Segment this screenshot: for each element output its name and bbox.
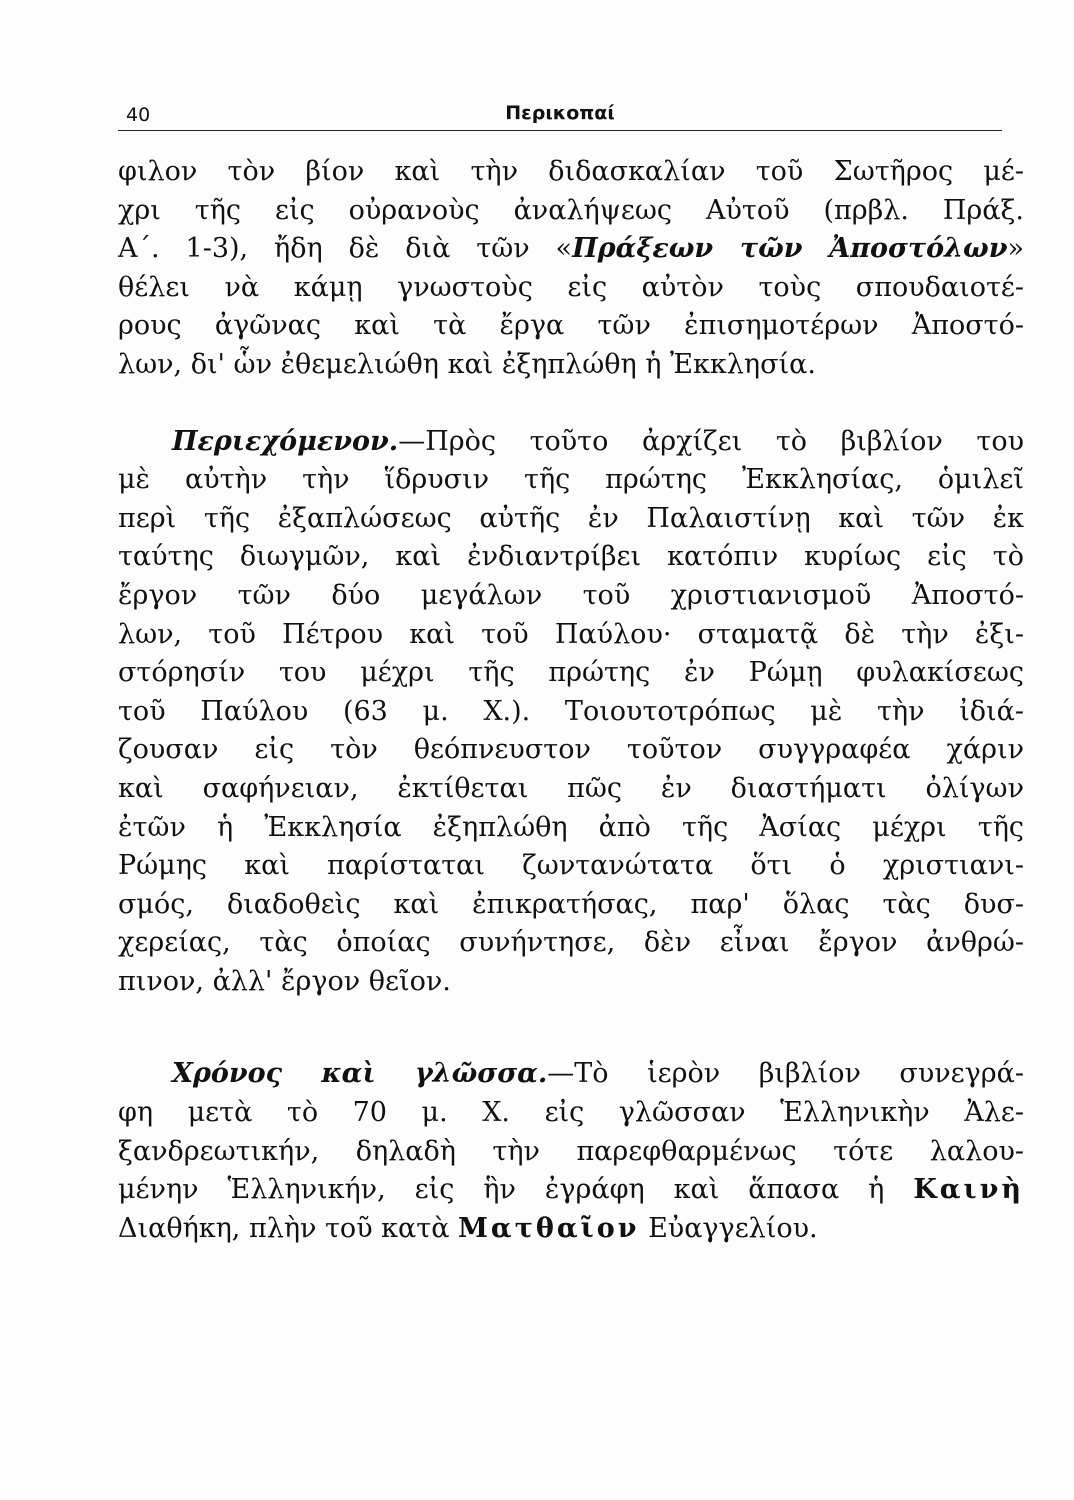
text-line: ρους ἀγῶνας καὶ τὰ ἔργα τῶν ἐπισημοτέρων Ἀποστό- (118, 310, 1024, 342)
text-line: ταύτης διωγμῶν, καὶ ἐνδιαντρίβει κατόπιν κυρίως εἰς τὸ (118, 541, 1024, 573)
text-line (118, 1171, 1024, 1210)
text-line: σμός, διαδοθεὶς καὶ ἐπικρατήσας, παρ' ὅλας τὰς δυσ- (118, 888, 1024, 920)
running-head (118, 100, 1002, 131)
text-line: Ρώμης καὶ παρίσταται ζωντανώτατα ὅτι ὁ χριστιανι- (118, 850, 1024, 882)
running-title: Περικοπαί (505, 102, 615, 124)
text-span: Α΄. 1-3), ἤδη δὲ διὰ τῶν « (118, 233, 573, 265)
text-line: στόρησίν του μέχρι τῆς πρώτης ἐν Ρώμῃ φυλακίσεως (118, 657, 1024, 689)
text-line: λων, δι' ὧν ἐθεμελιώθη καὶ ἐξηπλώθη ἡ Ἐκκλησία. (118, 348, 816, 380)
section-heading-contents: Περιεχόμενον. (172, 425, 399, 457)
text-line: καὶ σαφήνειαν, ἐκτίθεται πῶς ἐν διαστήματι ὀλίγων (118, 772, 1024, 804)
text-span: —Τὸ ἱερὸν βιβλίον συνεγρά- (547, 1058, 1024, 1090)
text-line (118, 423, 1024, 462)
text-line: περὶ τῆς ἐξαπλώσεως αὐτῆς ἐν Παλαιστίνῃ καὶ τῶν ἐκ (118, 502, 1024, 534)
text-line: τοῦ Παύλου (63 μ. Χ.). Τοιουτοτρόπως μὲ τὴν ἰδιά- (118, 695, 1024, 727)
spaced-emphasis: Καινὴ (913, 1174, 1024, 1206)
text-line: μὲ αὐτὴν τὴν ἵδρυσιν τῆς πρώτης Ἐκκλησίας, ὁμιλεῖ (118, 464, 1024, 496)
text-line: θέλει νὰ κάμῃ γνωστοὺς εἰς αὐτὸν τοὺς σπουδαιοτέ- (118, 271, 1024, 303)
text-line: χρι τῆς εἰς οὐρανοὺς ἀναλήψεως Αὐτοῦ (πρβλ. Πράξ. (118, 194, 1024, 226)
text-line: φιλον τὸν βίον καὶ τὴν διδασκαλίαν τοῦ Σωτῆρος μέ- (118, 156, 1024, 187)
text-line (118, 1210, 1024, 1249)
text-line: ζουσαν εἰς τὸν θεόπνευστον τοῦτον συγγραφέα χάριν (118, 734, 1024, 766)
text-span: Διαθήκη, πλὴν τοῦ κατὰ (118, 1212, 459, 1244)
text-span: Εὐαγγελίου. (639, 1212, 818, 1244)
text-span: —Πρὸς τοῦτο ἀρχίζει τὸ βιβλίον του (398, 425, 1024, 457)
text-line: λων, τοῦ Πέτρου καὶ τοῦ Παύλου· σταματᾷ δὲ τὴν ἐξι- (118, 618, 1024, 650)
text-span: μένην Ἑλληνικήν, εἰς ἣν ἐγράφη καὶ ἅπασα ἡ (118, 1174, 914, 1206)
section-heading-date-language: Χρόνος καὶ γλῶσσα. (172, 1058, 548, 1090)
book-title-emphasis: Πράξεων τῶν Ἀποστόλων (572, 233, 1008, 265)
page-number: 40 (126, 104, 151, 126)
text-line: ἐτῶν ἡ Ἐκκλησία ἐξηπλώθη ἀπὸ τῆς Ἀσίας μέχρι τῆς (118, 811, 1024, 843)
text-line: ἔργον τῶν δύο μεγάλων τοῦ χριστιανισμοῦ Ἀποστό- (118, 579, 1024, 611)
body-text (118, 153, 1024, 1248)
spaced-emphasis: Ματθαῖον (458, 1212, 640, 1244)
text-span: » (1007, 233, 1024, 265)
text-line (118, 230, 1024, 269)
text-line: πινον, ἀλλ' ἔργον θεῖον. (118, 965, 451, 997)
text-line (118, 1055, 1024, 1094)
text-line: ξανδρεωτικήν, δηλαδὴ τὴν παρεφθαρμένως τότε λαλου- (118, 1135, 1024, 1167)
text-line: φη μετὰ τὸ 70 μ. Χ. εἰς γλῶσσαν Ἑλληνικὴν Ἀλε- (118, 1097, 1024, 1129)
text-line: χερείας, τὰς ὁποίας συνήντησε, δὲν εἶναι ἔργον ἀνθρώ- (118, 927, 1024, 959)
